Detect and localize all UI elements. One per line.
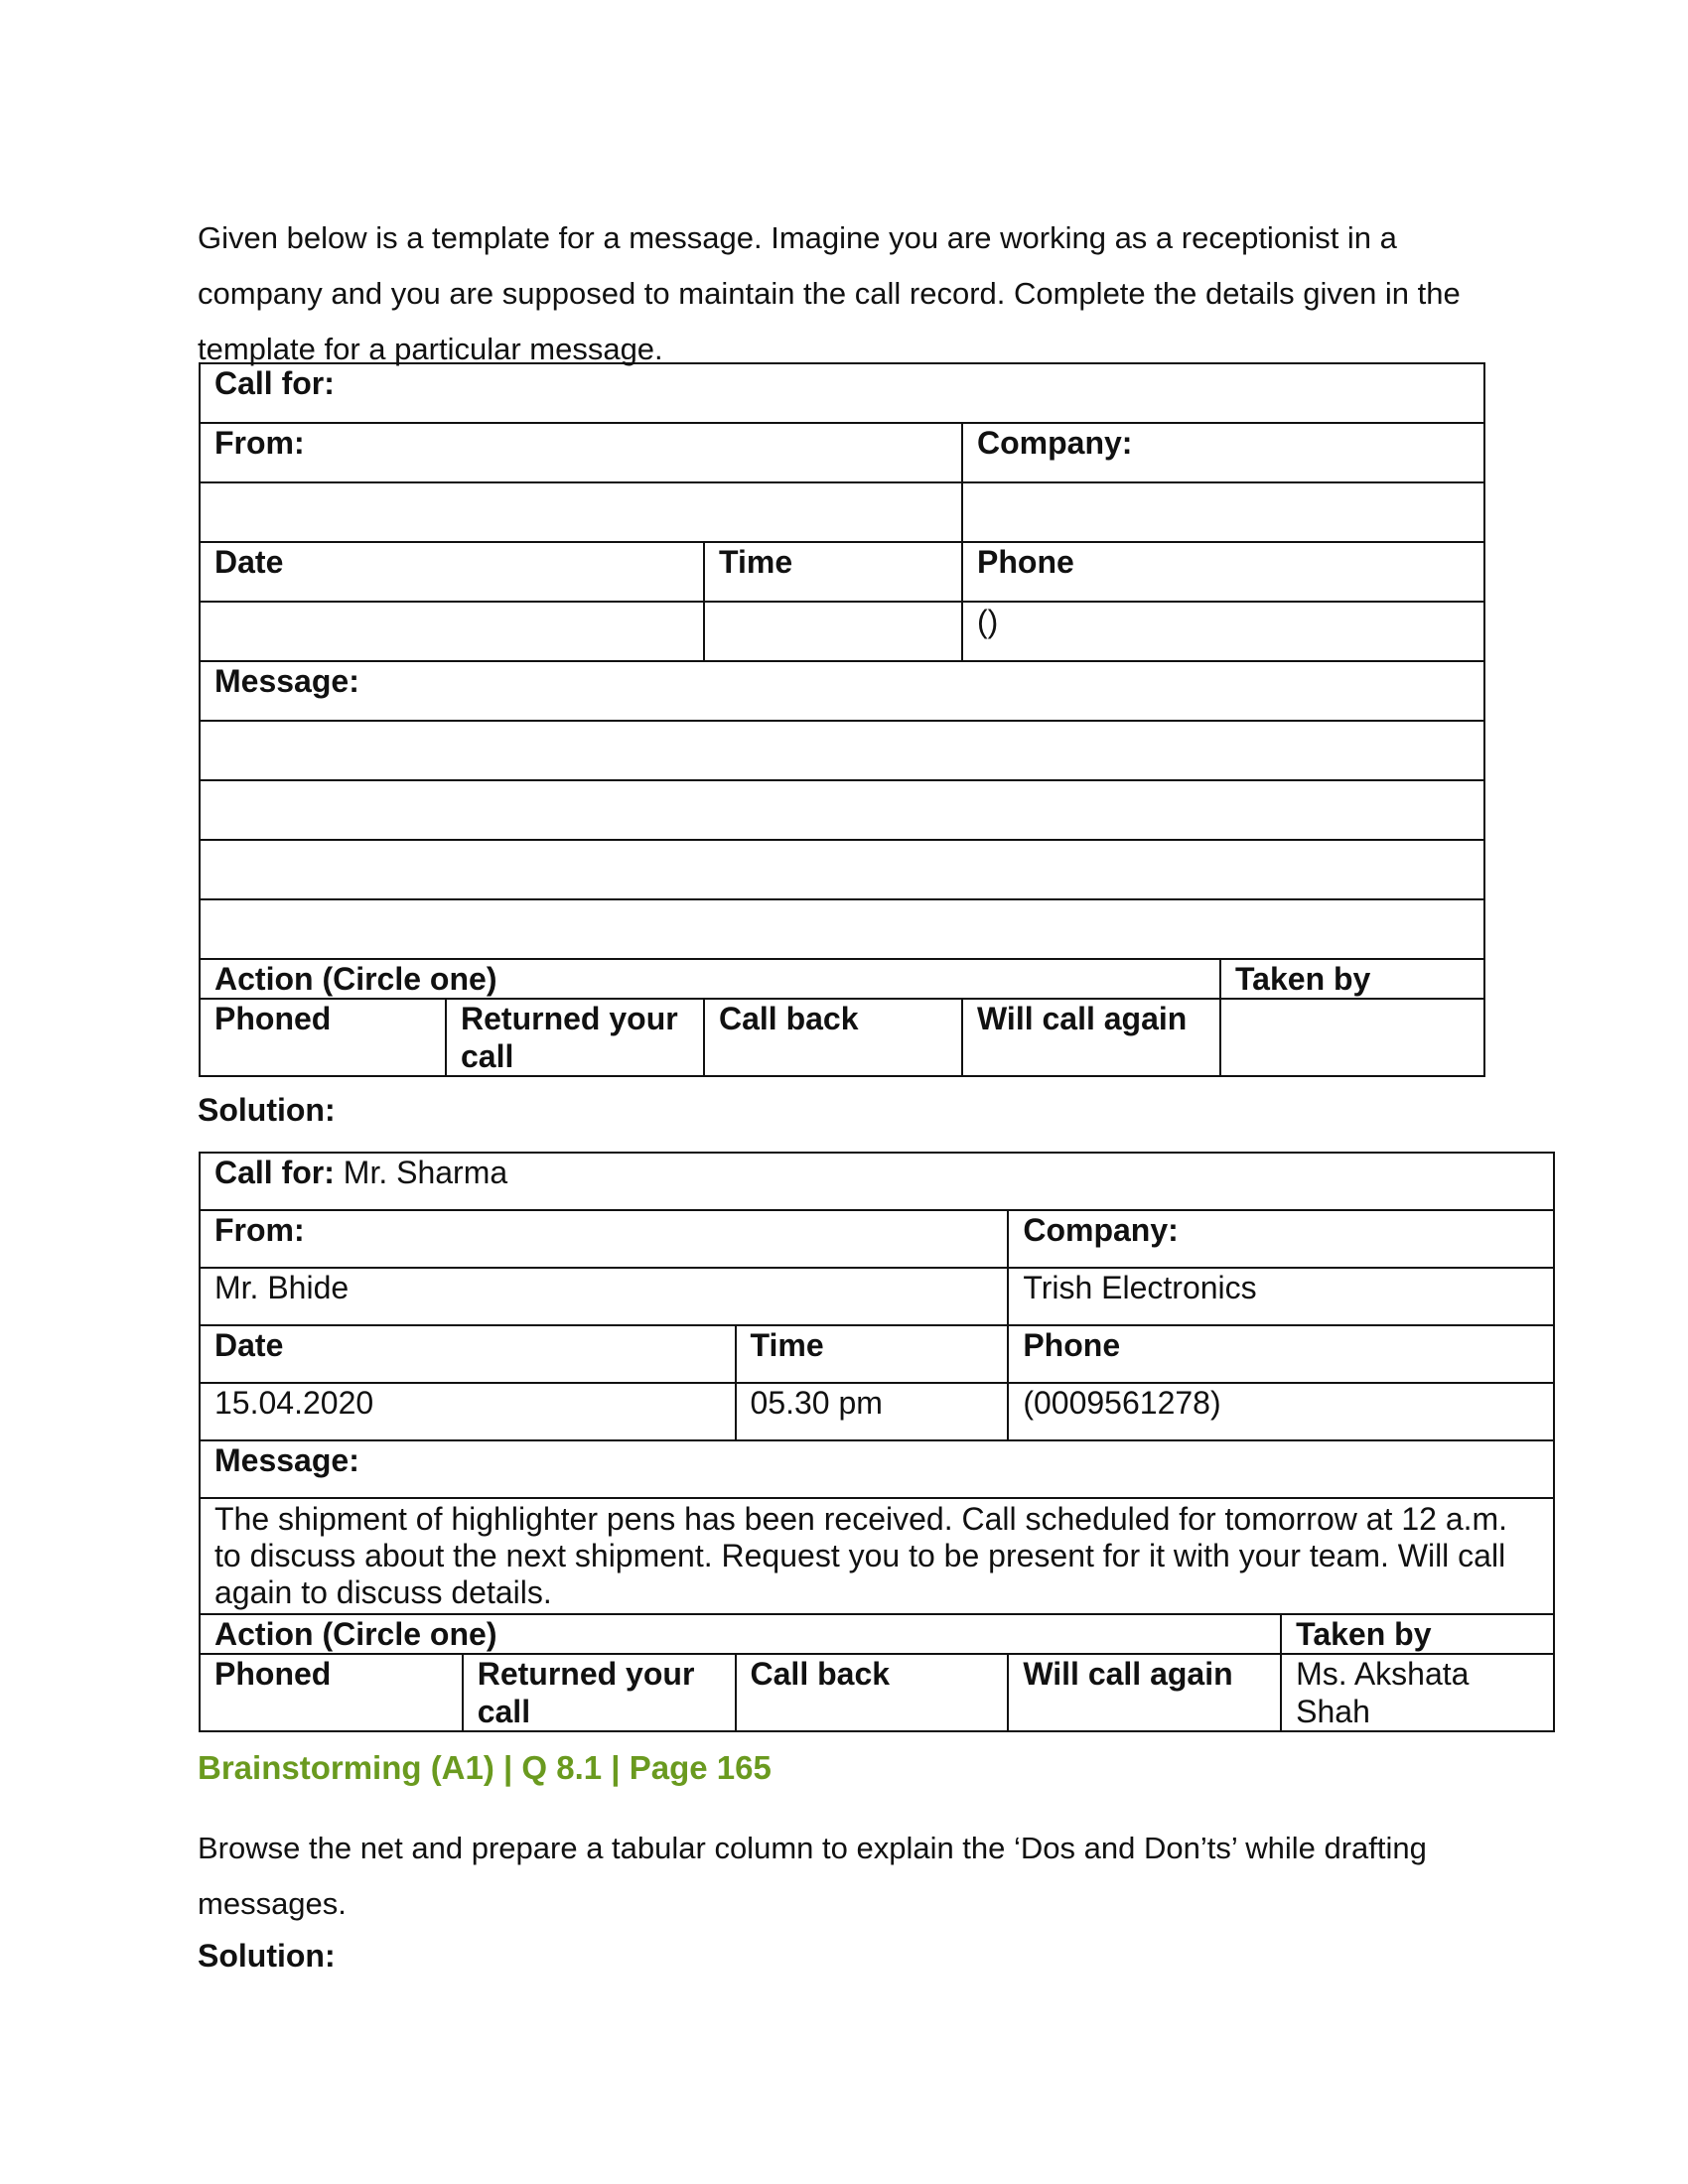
message-blank-line[interactable] [200,899,1484,959]
company-label: Company: [962,423,1484,482]
date-blank-cell[interactable] [200,602,704,661]
call-for-value: Mr. Sharma [334,1155,508,1190]
action-will-call-again: Will call again [1008,1654,1281,1731]
action-returned-your-call[interactable]: Returned your call [446,999,704,1076]
solution-row-from-header [200,1210,1554,1268]
template-row-from [200,423,1484,482]
phone-value: (0009561278) [1008,1383,1554,1440]
template-row-message-label [200,661,1484,721]
solution-row-message-text [200,1498,1554,1614]
action-returned-your-call: Returned your call [463,1654,736,1731]
brainstorming-heading: Brainstorming (A1) | Q 8.1 | Page 165 [198,1749,772,1786]
date-label: Date [200,1325,736,1383]
phone-label: Phone [962,542,1484,602]
call-for-label: Call for: [214,1155,335,1190]
template-row-call-for [200,363,1484,423]
from-value: Mr. Bhide [200,1268,1008,1325]
solution-label: Solution: [198,1092,336,1128]
phone-blank-cell[interactable]: () [962,602,1484,661]
message-label: Message: [200,1440,1554,1498]
from-label: From: [200,423,962,482]
template-row-from-blank [200,482,1484,542]
call-for-cell [200,1153,1554,1210]
from-label: From: [200,1210,1008,1268]
date-label: Date [200,542,704,602]
time-label: Time [704,542,962,602]
message-solution-table [199,1152,1555,1732]
template-row-actions [200,999,1484,1076]
intro-paragraph: Given below is a template for a message. Imagine you are working as a receptionist in a company and you are supposed to maintain the call record. Complete the details given in the template for a particular message. [198,220,1461,366]
solution-row-call-for [200,1153,1554,1210]
taken-by-label: Taken by [1281,1614,1554,1654]
taken-by-label: Taken by [1220,959,1484,999]
time-blank-cell[interactable] [704,602,962,661]
template-row-date-header [200,542,1484,602]
solution-label-2: Solution: [198,1938,336,1974]
message-value: The shipment of highlighter pens has been received. Call scheduled for tomorrow at 12 a.m. to discuss about the next shipment. Request you to be present for it with your team. Will call again to discuss details. [200,1498,1554,1614]
solution-row-action-header [200,1614,1554,1654]
phone-label: Phone [1008,1325,1554,1383]
message-blank-line[interactable] [200,721,1484,780]
action-call-back: Call back [736,1654,1009,1731]
message-blank-line[interactable] [200,780,1484,840]
company-blank-cell[interactable] [962,482,1484,542]
action-call-back[interactable]: Call back [704,999,962,1076]
solution-row-actions [200,1654,1554,1731]
action-phoned[interactable]: Phoned [200,999,446,1076]
company-value: Trish Electronics [1008,1268,1554,1325]
action-will-call-again[interactable]: Will call again [962,999,1220,1076]
template-row-action-header [200,959,1484,999]
from-blank-cell[interactable] [200,482,962,542]
template-row-date-blank [200,602,1484,661]
time-value: 05.30 pm [736,1383,1009,1440]
taken-by-blank-cell[interactable] [1220,999,1484,1076]
message-label: Message: [200,661,1484,721]
solution-row-message-label [200,1440,1554,1498]
brainstorming-question: Browse the net and prepare a tabular column to explain the ‘Dos and Don’ts’ while drafting messages. [198,1831,1427,1921]
message-template-table [199,362,1485,1077]
time-label: Time [736,1325,1009,1383]
action-phoned: Phoned [200,1654,463,1731]
taken-by-value: Ms. Akshata Shah [1281,1654,1554,1731]
action-label: Action (Circle one) [200,1614,1281,1654]
call-for-label: Call for: [200,363,1484,423]
company-label: Company: [1008,1210,1554,1268]
action-label: Action (Circle one) [200,959,1220,999]
date-value: 15.04.2020 [200,1383,736,1440]
solution-row-from-values [200,1268,1554,1325]
message-blank-line[interactable] [200,840,1484,899]
solution-row-date-header [200,1325,1554,1383]
solution-row-date-values [200,1383,1554,1440]
